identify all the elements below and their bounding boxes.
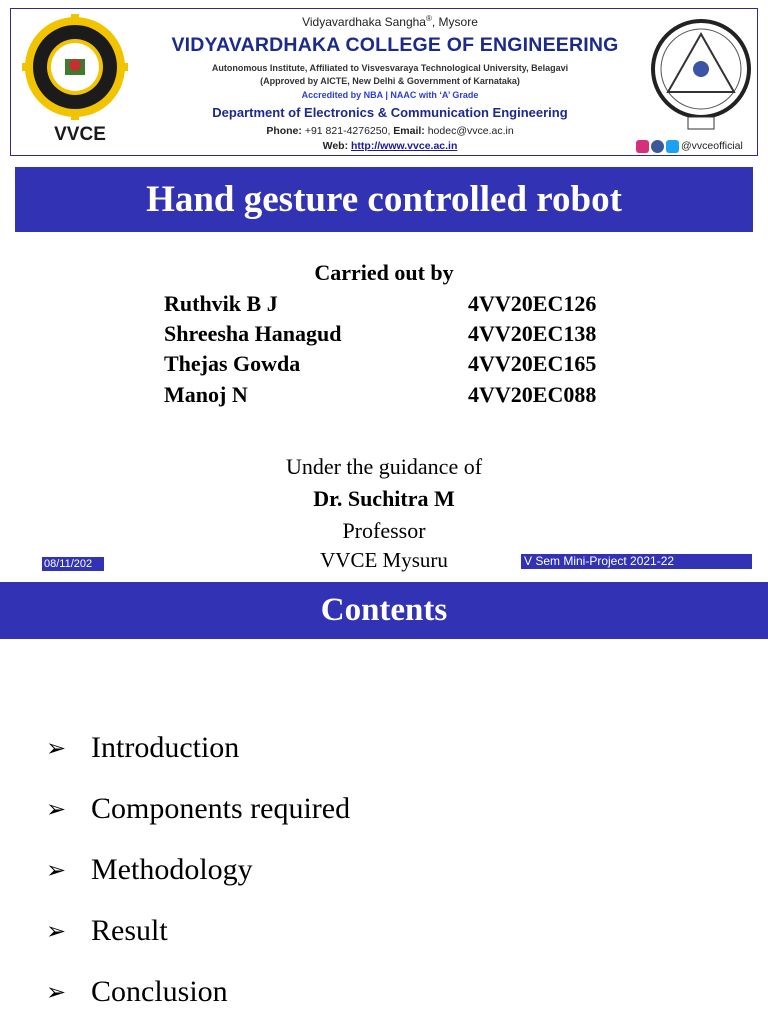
social-handle-text: @vvceofficial (681, 140, 743, 152)
website-line: Web: http://www.vvce.ac.in (322, 140, 458, 152)
guide-designation: Professor (342, 518, 426, 543)
arrow-bullet-icon: ➢ (46, 796, 67, 823)
footer-date: 08/11/202 (42, 557, 104, 571)
arrow-bullet-icon: ➢ (46, 857, 67, 884)
college-emblem-icon (20, 14, 130, 120)
list-item: ➢ Result (46, 914, 168, 947)
member-name: Thejas Gowda (164, 351, 301, 376)
arrow-bullet-icon: ➢ (46, 735, 67, 762)
list-item: ➢ Components required (46, 792, 351, 825)
arrow-bullet-icon: ➢ (46, 918, 67, 945)
member-name: Shreesha Hanagud (164, 321, 342, 346)
member-usn: 4VV20EC138 (468, 321, 597, 346)
member-usn: 4VV20EC126 (468, 291, 597, 316)
twitter-icon[interactable] (666, 140, 679, 153)
member-name: Ruthvik B J (164, 291, 278, 316)
department-emblem-icon (648, 14, 754, 134)
contents-heading: Contents (320, 592, 448, 628)
guide-institution: VVCE Mysuru (320, 548, 448, 572)
instagram-icon[interactable] (636, 140, 649, 153)
affiliation-line: Autonomous Institute, Affiliated to Visvesvaraya Technological University, Belagavi (211, 63, 569, 73)
sangha-line: Vidyavardhaka Sangha®, Mysore (302, 14, 478, 29)
list-item: ➢ Conclusion (46, 975, 228, 1008)
member-usn: 4VV20EC088 (468, 382, 597, 407)
logo-label: VVCE (54, 124, 106, 145)
facebook-icon[interactable] (651, 140, 664, 153)
contents-banner (0, 582, 768, 639)
footer-project: V Sem Mini-Project 2021-22 (521, 554, 752, 569)
guide-name: Dr. Suchitra M (313, 486, 455, 511)
member-name: Manoj N (164, 382, 248, 407)
title-banner (15, 167, 753, 232)
arrow-bullet-icon: ➢ (46, 979, 67, 1006)
department-name: Department of Electronics & Communication Engineering (212, 105, 568, 120)
website-link[interactable]: http://www.vvce.ac.in (351, 140, 458, 152)
approval-line: (Approved by AICTE, New Delhi & Government of Karnataka) (260, 76, 520, 86)
list-item: ➢ Introduction (46, 731, 240, 764)
member-usn: 4VV20EC165 (468, 351, 597, 376)
social-handles (636, 138, 743, 154)
contact-line: Phone: +91 821-4276250, Email: hodec@vvce.ac.in (266, 125, 514, 137)
carried-out-label: Carried out by (314, 260, 454, 285)
college-name: VIDYAVARDHAKA COLLEGE OF ENGINEERING (171, 34, 619, 56)
accreditation-line: Accredited by NBA | NAAC with ‘A’ Grade (301, 90, 479, 100)
page-title: Hand gesture controlled robot (146, 179, 622, 220)
guidance-label: Under the guidance of (285, 454, 483, 479)
list-item: ➢ Methodology (46, 853, 253, 886)
